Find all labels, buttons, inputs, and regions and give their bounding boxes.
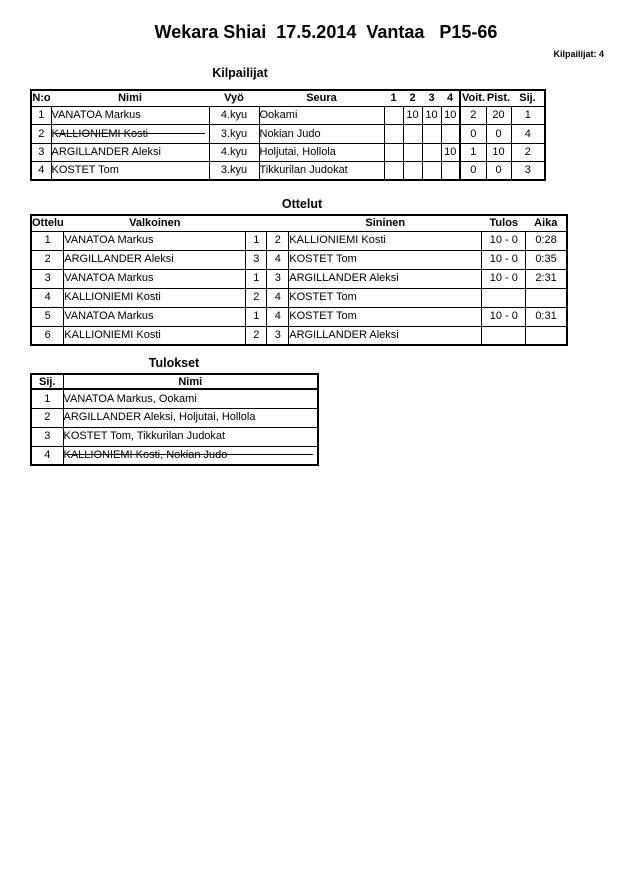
- cell-sininen: ARGILLANDER Aleksi: [289, 326, 482, 345]
- cell-sij: 1: [31, 389, 63, 408]
- cell-white-number: 1: [246, 307, 267, 326]
- cell-pist: 0: [486, 125, 511, 144]
- cell-blue-number: 4: [267, 250, 289, 269]
- cell-match-no: 4: [31, 288, 64, 307]
- cell-aika: 0:31: [526, 307, 567, 326]
- cell-sij: 2: [31, 408, 63, 427]
- table-row: [31, 106, 545, 125]
- col-header-voit: Voit.: [460, 90, 486, 106]
- cell-blue-number: 3: [267, 326, 289, 345]
- strikethrough-line: [67, 454, 314, 455]
- cell-no: 3: [31, 143, 51, 162]
- cell-valkoinen: VANATOA Markus: [64, 231, 246, 250]
- cell-pist: 20: [486, 106, 511, 125]
- cell-nimi: ARGILLANDER Aleksi, Holjutai, Hollola: [63, 408, 318, 427]
- cell-valkoinen: ARGILLANDER Aleksi: [64, 250, 246, 269]
- cell-score-4: [441, 125, 460, 144]
- cell-no: 2: [31, 125, 51, 144]
- cell-aika: [526, 326, 567, 345]
- col-header-nimi: Nimi: [51, 90, 209, 106]
- cell-score-1: [384, 125, 403, 144]
- cell-seura: Nokian Judo: [259, 125, 384, 144]
- cell-white-number: 2: [246, 288, 267, 307]
- cell-nimi: VANATOA Markus, Ookami: [63, 389, 318, 408]
- competitor-name-struck: KALLIONIEMI Kosti: [51, 127, 149, 140]
- col-header-4: 4: [441, 90, 460, 106]
- cell-score-2: [403, 125, 422, 144]
- cell-sininen: KOSTET Tom: [289, 307, 482, 326]
- cell-tulos: [482, 326, 526, 345]
- cell-aika: 0:35: [526, 250, 567, 269]
- cell-score-3: [422, 125, 441, 144]
- cell-sij: 2: [511, 143, 545, 162]
- col-header-tulos: Tulos: [482, 215, 526, 231]
- cell-nimi: [51, 125, 209, 144]
- kilpailijat-header-row: [31, 90, 545, 106]
- col-header-sij: Sij.: [31, 374, 63, 389]
- col-header-1: 1: [384, 90, 403, 106]
- table-row: [31, 427, 318, 446]
- cell-sininen: KOSTET Tom: [289, 288, 482, 307]
- col-header-sij: Sij.: [511, 90, 545, 106]
- tulokset-section-title: Tulokset: [148, 356, 200, 370]
- cell-valkoinen: KALLIONIEMI Kosti: [64, 326, 246, 345]
- cell-score-1: [384, 143, 403, 162]
- cell-sij: 4: [511, 125, 545, 144]
- cell-seura: Holjutai, Hollola: [259, 143, 384, 162]
- tulokset-header-row: [31, 374, 318, 389]
- table-row: [31, 162, 545, 181]
- page-title: Wekara Shiai 17.5.2014 Vantaa P15-66: [154, 22, 498, 42]
- cell-tulos: 10 - 0: [482, 307, 526, 326]
- ottelut-header-row: [31, 215, 567, 231]
- cell-blue-number: 2: [267, 231, 289, 250]
- cell-sij: 1: [511, 106, 545, 125]
- cell-score-2: 10: [403, 106, 422, 125]
- cell-sij: 3: [511, 162, 545, 181]
- ottelut-table: [30, 214, 568, 346]
- col-header-aika: Aika: [526, 215, 567, 231]
- cell-vyo: 3.kyu: [209, 125, 259, 144]
- cell-seura: Ookami: [259, 106, 384, 125]
- cell-no: 4: [31, 162, 51, 181]
- table-row: [31, 446, 318, 465]
- cell-nimi: [63, 446, 318, 465]
- cell-pist: 10: [486, 143, 511, 162]
- cell-match-no: 5: [31, 307, 64, 326]
- col-header-vyo: Vyö: [209, 90, 259, 106]
- cell-tulos: [482, 288, 526, 307]
- cell-score-4: 10: [441, 106, 460, 125]
- cell-match-no: 2: [31, 250, 64, 269]
- cell-voit: 1: [460, 143, 486, 162]
- col-header-ottelu: Ottelu: [31, 215, 64, 231]
- col-header-valkoinen: Valkoinen: [64, 215, 246, 231]
- cell-score-3: [422, 143, 441, 162]
- cell-seura: Tikkurilan Judokat: [259, 162, 384, 181]
- cell-tulos: 10 - 0: [482, 250, 526, 269]
- kilpailijat-table: [30, 89, 546, 181]
- table-row: [31, 269, 567, 288]
- strikethrough-line: [55, 133, 205, 134]
- cell-score-4: [441, 162, 460, 181]
- cell-sininen: KOSTET Tom: [289, 250, 482, 269]
- competitor-count-label: Kilpailijat: 4: [553, 49, 604, 59]
- cell-nimi: KOSTET Tom, Tikkurilan Judokat: [63, 427, 318, 446]
- cell-sij: 4: [31, 446, 63, 465]
- col-header-blue-number: [267, 215, 289, 231]
- cell-blue-number: 3: [267, 269, 289, 288]
- cell-score-2: [403, 143, 422, 162]
- ottelut-section-title: Ottelut: [281, 197, 323, 211]
- table-row: [31, 326, 567, 345]
- cell-score-3: 10: [422, 106, 441, 125]
- cell-aika: 0:28: [526, 231, 567, 250]
- cell-no: 1: [31, 106, 51, 125]
- cell-blue-number: 4: [267, 288, 289, 307]
- col-header-white-number: [246, 215, 267, 231]
- table-row: [31, 408, 318, 427]
- cell-voit: 0: [460, 162, 486, 181]
- cell-valkoinen: VANATOA Markus: [64, 269, 246, 288]
- cell-vyo: 4.kyu: [209, 143, 259, 162]
- cell-score-4: 10: [441, 143, 460, 162]
- table-row: [31, 389, 318, 408]
- cell-sininen: KALLIONIEMI Kosti: [289, 231, 482, 250]
- table-row: [31, 231, 567, 250]
- cell-nimi: VANATOA Markus: [51, 106, 209, 125]
- col-header-3: 3: [422, 90, 441, 106]
- cell-nimi: ARGILLANDER Aleksi: [51, 143, 209, 162]
- table-row: [31, 288, 567, 307]
- cell-sininen: ARGILLANDER Aleksi: [289, 269, 482, 288]
- cell-score-1: [384, 106, 403, 125]
- kilpailijat-section-title: Kilpailijat: [212, 66, 268, 80]
- cell-score-3: [422, 162, 441, 181]
- col-header-2: 2: [403, 90, 422, 106]
- table-row: [31, 143, 545, 162]
- result-name-struck: KALLIONIEMI Kosti, Nokian Judo: [63, 449, 228, 462]
- cell-aika: [526, 288, 567, 307]
- cell-match-no: 3: [31, 269, 64, 288]
- col-header-seura: Seura: [259, 90, 384, 106]
- cell-white-number: 1: [246, 231, 267, 250]
- cell-voit: 0: [460, 125, 486, 144]
- cell-score-2: [403, 162, 422, 181]
- cell-pist: 0: [486, 162, 511, 181]
- col-header-nimi: Nimi: [63, 374, 318, 389]
- col-header-no: N:o: [31, 90, 51, 106]
- cell-match-no: 6: [31, 326, 64, 345]
- table-row: [31, 125, 545, 144]
- cell-vyo: 4.kyu: [209, 106, 259, 125]
- cell-valkoinen: KALLIONIEMI Kosti: [64, 288, 246, 307]
- col-header-sininen: Sininen: [289, 215, 482, 231]
- cell-sij: 3: [31, 427, 63, 446]
- table-row: [31, 307, 567, 326]
- cell-valkoinen: VANATOA Markus: [64, 307, 246, 326]
- cell-voit: 2: [460, 106, 486, 125]
- cell-match-no: 1: [31, 231, 64, 250]
- cell-aika: 2:31: [526, 269, 567, 288]
- cell-white-number: 2: [246, 326, 267, 345]
- cell-tulos: 10 - 0: [482, 231, 526, 250]
- cell-white-number: 1: [246, 269, 267, 288]
- cell-nimi: KOSTET Tom: [51, 162, 209, 181]
- table-row: [31, 250, 567, 269]
- cell-vyo: 3.kyu: [209, 162, 259, 181]
- col-header-pist: Pist.: [486, 90, 511, 106]
- tulokset-table: [30, 373, 319, 466]
- cell-tulos: 10 - 0: [482, 269, 526, 288]
- cell-white-number: 3: [246, 250, 267, 269]
- cell-score-1: [384, 162, 403, 181]
- cell-blue-number: 4: [267, 307, 289, 326]
